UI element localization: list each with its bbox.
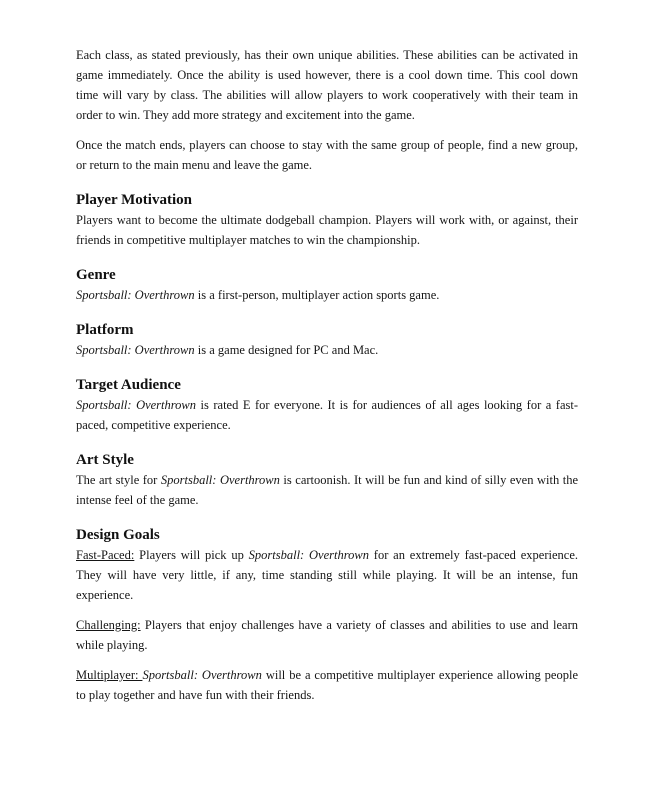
game-title-italic: Sportsball: Overthrown (160, 473, 280, 487)
challenging-body-text: Players that enjoy challenges have a variety of classes and abilities to use and learn while playing. (76, 618, 578, 652)
paragraph-genre (76, 285, 578, 305)
game-title-italic: Sportsball: Overthrown (76, 343, 195, 357)
paragraph-platform (76, 340, 578, 360)
fast-paced-body-text: for an extremely fast-paced experience. They will have very little, if any, time standing still while playing. It will be an intense, fun experience. (76, 548, 578, 602)
game-title-italic: Sportsball: Overthrown (142, 668, 262, 682)
heading-art-style: Art Style (76, 452, 134, 468)
art-style-body-text: is cartoonish. It will be fun and kind of silly even with the intense feel of the game. (76, 473, 578, 507)
heading-platform: Platform (76, 322, 134, 338)
fast-paced-lead-text: Players will pick up (134, 548, 249, 562)
paragraph-class-abilities: Each class, as stated previously, has their own unique abilities. These abilities can be activated in game immediately. Once the ability is used however, there is a cool down time. This cool down time will vary by class. The abilities will allow players to work cooperatively with their team in order to win. They add more strategy and excitement into the game. (76, 48, 578, 122)
heading-player-motivation: Player Motivation (76, 192, 192, 208)
paragraph-goal-fast-paced (76, 545, 578, 605)
paragraph-goal-multiplayer (76, 665, 578, 705)
platform-body-text: is a game designed for PC and Mac. (194, 343, 379, 357)
paragraph-target-audience (76, 395, 578, 435)
game-title-italic: Sportsball: Overthrown (248, 548, 369, 562)
goal-label-underline: Challenging: (76, 618, 141, 632)
paragraph-player-motivation: Players want to become the ultimate dodgeball champion. Players will work with, or against, their friends in competitive multiplayer matches to win the championship. (76, 213, 578, 247)
multiplayer-body-text: will be a competitive multiplayer experience allowing people to play together and have fun with their friends. (76, 668, 578, 702)
paragraph-art-style (76, 470, 578, 510)
heading-target-audience: Target Audience (76, 377, 181, 393)
game-title-italic: Sportsball: Overthrown (76, 288, 195, 302)
heading-design-goals: Design Goals (76, 527, 160, 543)
goal-label-underline: Multiplayer: (76, 668, 143, 682)
art-style-lead-text: The art style for (76, 473, 161, 487)
paragraph-goal-challenging (76, 615, 578, 655)
goal-label-underline: Fast-Paced: (76, 548, 135, 562)
heading-genre: Genre (76, 267, 116, 283)
paragraph-match-end: Once the match ends, players can choose to stay with the same group of people, find a new group, or return to the main menu and leave the game. (76, 138, 578, 172)
target-audience-body-text: is rated E for everyone. It is for audiences of all ages looking for a fast-paced, competitive experience. (76, 398, 578, 432)
game-title-italic: Sportsball: Overthrown (76, 398, 197, 412)
genre-body-text: is a first-person, multiplayer action sports game. (194, 288, 440, 302)
